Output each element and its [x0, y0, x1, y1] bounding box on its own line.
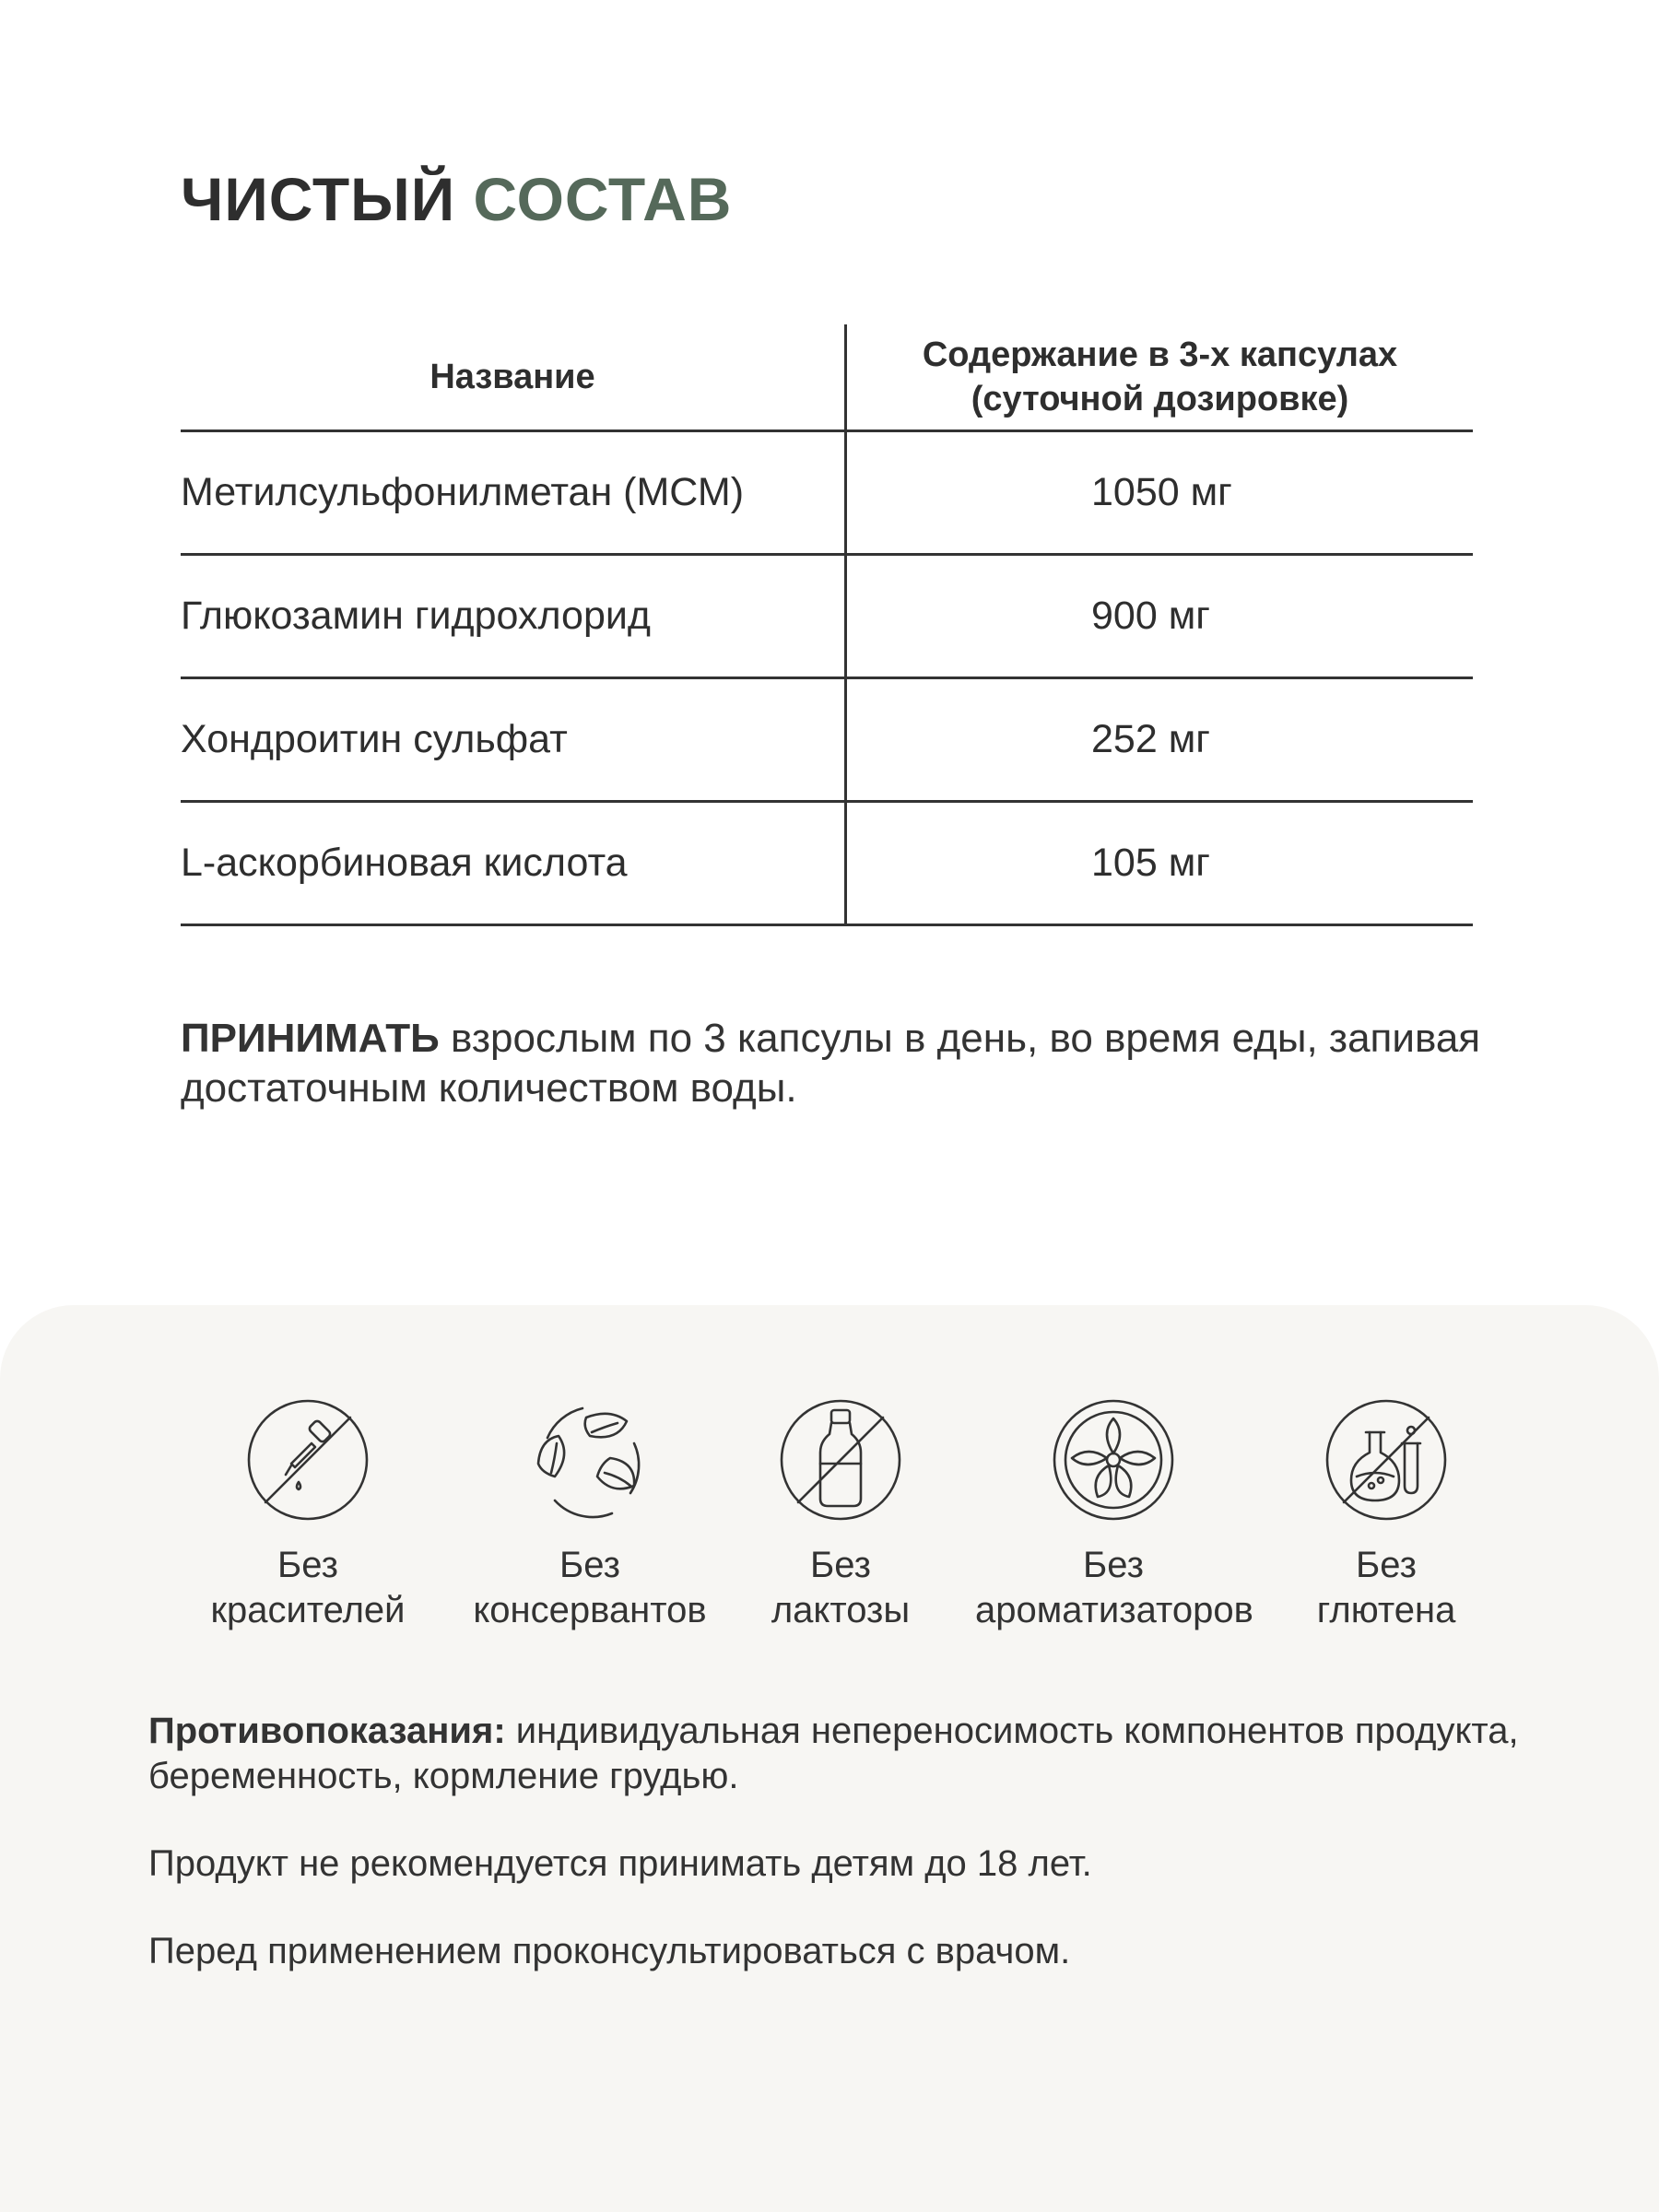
free-from-line1: Без — [559, 1545, 620, 1585]
title-part-2: СОСТАВ — [473, 165, 733, 233]
age-restriction: Продукт не рекомендуется принимать детям до 18 лет. — [148, 1843, 1092, 1884]
header-amount-line2: (суточной дозировке) — [971, 380, 1349, 418]
contraindications-label: Противопоказания: — [148, 1711, 506, 1751]
contraindications — [148, 1709, 1531, 1799]
table-row — [181, 555, 1473, 678]
free-from-line2: ароматизаторов — [975, 1590, 1253, 1630]
ingredient-name: Метилсульфонилметан (МСМ) — [181, 431, 846, 555]
table-row — [181, 678, 1473, 802]
free-from-gluten — [1248, 1397, 1524, 1633]
notes-block — [148, 1709, 1531, 2017]
free-from-line2: консервантов — [473, 1590, 707, 1630]
free-from-line2: лактозы — [771, 1590, 911, 1630]
milk-bottle-crossed-icon — [778, 1397, 903, 1523]
free-from-line2: красителей — [210, 1590, 406, 1630]
ingredient-amount: 105 мг — [846, 802, 1474, 925]
free-from-line1: Без — [1356, 1545, 1417, 1585]
free-from-flavors — [975, 1397, 1252, 1633]
ingredient-amount: 900 мг — [846, 555, 1474, 678]
free-from-line1: Без — [277, 1545, 338, 1585]
free-from-line2: глютена — [1316, 1590, 1456, 1630]
header-amount — [846, 324, 1474, 431]
ingredient-name: L-аскорбиновая кислота — [181, 802, 846, 925]
contraindications-text: индивидуальная непереносимость компонентов продукта, беременность, кормление грудью. — [148, 1711, 1519, 1796]
intake-instructions — [181, 1014, 1489, 1113]
free-from-lactose — [702, 1397, 979, 1633]
composition-table — [181, 324, 1473, 926]
free-from-preservatives — [452, 1397, 728, 1633]
page-title — [181, 162, 732, 236]
table-row — [181, 802, 1473, 925]
doctor-advice: Перед применением проконсультироваться с врачом. — [148, 1931, 1071, 1971]
ingredient-name: Глюкозамин гидрохлорид — [181, 555, 846, 678]
intake-lead: ПРИНИМАТЬ — [181, 1016, 440, 1061]
flask-crossed-icon — [1324, 1397, 1449, 1523]
free-from-line1: Без — [1083, 1545, 1144, 1585]
table-row — [181, 431, 1473, 555]
dropper-crossed-icon — [245, 1397, 371, 1523]
header-name: Название — [181, 324, 846, 431]
title-part-1: ЧИСТЫЙ — [181, 165, 456, 233]
ingredient-amount: 252 мг — [846, 678, 1474, 802]
header-amount-line1: Содержание в 3-х капсулах — [922, 335, 1398, 374]
free-from-line1: Без — [810, 1545, 871, 1585]
intake-text: взрослым по 3 капсулы в день, во время еды, запивая достаточным количеством воды. — [181, 1016, 1481, 1111]
free-from-dyes — [170, 1397, 446, 1633]
table-header-row — [181, 324, 1473, 431]
ingredient-name: Хондроитин сульфат — [181, 678, 846, 802]
ingredient-amount: 1050 мг — [846, 431, 1474, 555]
citrus-slice-icon — [1051, 1397, 1176, 1523]
leaves-cycle-icon — [527, 1397, 653, 1523]
